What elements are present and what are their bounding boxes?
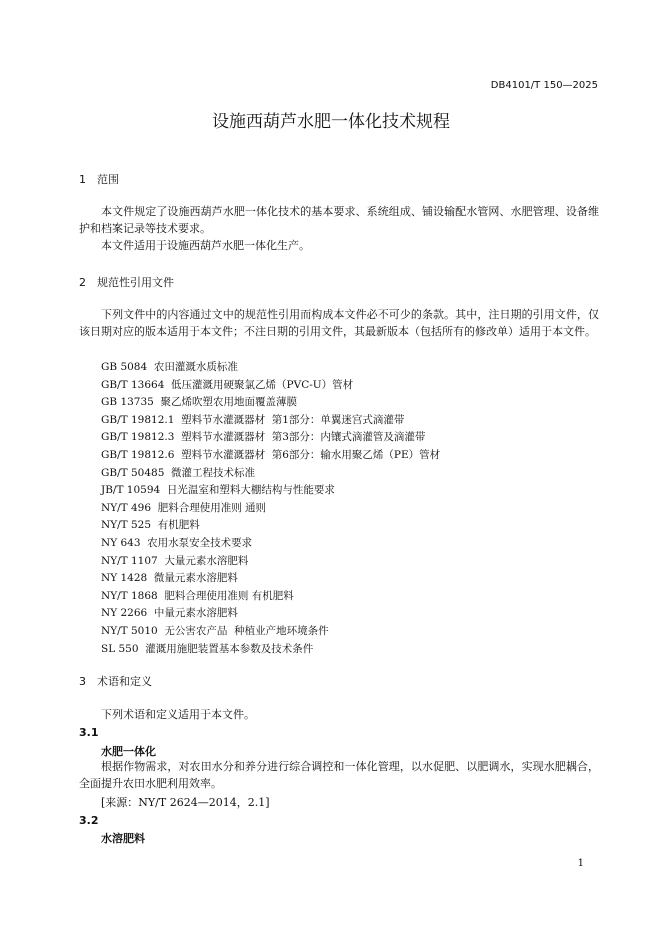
paragraph: 本文件适用于设施西葫芦水肥一体化生产。: [101, 239, 310, 252]
paragraph: 本文件规定了设施西葫芦水肥一体化技术的基本要求、系统组成、铺设输配水管网、水肥管理、设备维护和档案记录等技术要求。: [79, 205, 599, 235]
document-title: 设施西葫芦水肥一体化技术规程: [212, 112, 450, 132]
reference-item: NY/T 5010 无公害农产品 种植业产地环境条件: [101, 624, 329, 637]
reference-item: NY 2266 中量元素水溶肥料: [101, 607, 238, 620]
paragraph: 根据作物需求，对农田水分和养分进行综合调控和一体化管理，以水促肥、以肥调水，实现水肥耦合，全面提升农田水肥利用效率。: [79, 760, 599, 790]
section-number: 2: [79, 276, 86, 289]
reference-item: NY/T 496 肥料合理使用准则 通则: [101, 501, 267, 514]
reference-item: GB/T 13664 低压灌溉用硬聚氯乙烯（PVC-U）管材: [101, 378, 354, 391]
term-name: 水肥一体化: [101, 745, 156, 758]
reference-item: GB 5084 农田灌溉水质标准: [101, 361, 238, 373]
scope-text: [79, 203, 599, 254]
standard-number: DB4101/T 150—2025: [490, 80, 598, 91]
reference-list: [101, 359, 440, 658]
section-number: 1: [79, 173, 86, 186]
normative-refs-intro: [79, 306, 599, 340]
section-2-heading: [79, 274, 174, 290]
term-number: 3.2: [79, 814, 99, 827]
reference-item: GB/T 19812.6 塑料节水灌溉器材 第6部分：输水用聚乙烯（PE）管材: [101, 448, 441, 461]
reference-item: GB/T 19812.1 塑料节水灌溉器材 第1部分：单翼迷宫式滴灌带: [101, 413, 405, 426]
section-1-heading: [79, 171, 119, 187]
reference-item: JB/T 10594 日光温室和塑料大棚结构与性能要求: [101, 484, 335, 497]
reference-item: GB/T 19812.3 塑料节水灌溉器材 第3部分：内镶式滴灌管及滴灌带: [101, 431, 426, 444]
reference-item: NY/T 525 有机肥料: [101, 519, 200, 532]
paragraph: 下列文件中的内容通过文中的规范性引用而构成本文件必不可少的条款。其中，注日期的引用文件，仅该日期对应的版本适用于本文件；不注日期的引用文件，其最新版本（包括所有的修改单）适用于本文件。: [79, 308, 599, 338]
section-number: 3: [79, 675, 86, 688]
section-title: 范围: [97, 173, 119, 186]
term-name: 水溶肥料: [101, 832, 145, 845]
reference-item: NY/T 1107 大量元素水溶肥料: [101, 554, 249, 567]
term-definition: [79, 758, 599, 792]
term-source: [来源：NY/T 2624—2014，2.1]: [101, 796, 270, 809]
section-title: 规范性引用文件: [97, 276, 174, 289]
reference-item: NY 1428 微量元素水溶肥料: [101, 572, 238, 585]
reference-item: GB 13735 聚乙烯吹塑农用地面覆盖薄膜: [101, 396, 298, 409]
section-title: 术语和定义: [97, 675, 152, 688]
reference-item: NY 643 农用水泵安全技术要求: [101, 536, 253, 549]
page-number: 1: [577, 858, 584, 869]
reference-item: SL 550 灌溉用施肥装置基本参数及技术条件: [101, 642, 314, 655]
term-number: 3.1: [79, 726, 99, 739]
terms-intro: 下列术语和定义适用于本文件。: [101, 708, 255, 721]
reference-item: NY/T 1868 肥料合理使用准则 有机肥料: [101, 589, 294, 602]
section-3-heading: [79, 673, 152, 689]
reference-item: GB/T 50485 微灌工程技术标准: [101, 466, 256, 479]
